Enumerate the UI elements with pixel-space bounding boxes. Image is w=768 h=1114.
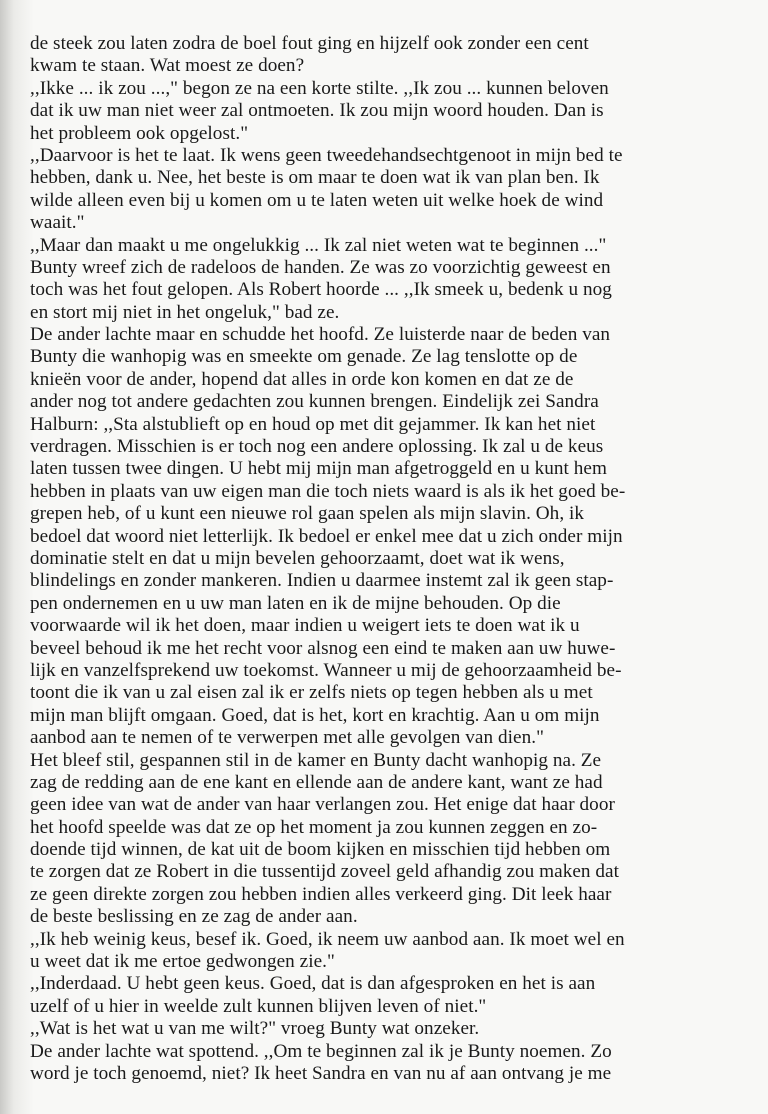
text-line: wilde alleen even bij u komen om u te laten weten uit welke hoek de wind (30, 189, 604, 211)
text-line: het probleem ook opgelost." (30, 122, 249, 144)
text-line: lijk en vanzelfsprekend uw toekomst. Wanneer u mij de gehoorzaamheid be- (30, 659, 622, 681)
text-line: toont die ik van u zal eisen zal ik er zelfs niets op tegen hebben als u met (30, 682, 593, 704)
text-line: te zorgen dat ze Robert in die tussentijd zoveel geld afhandig zou maken dat (30, 861, 619, 883)
text-line: u weet dat ik me ertoe gedwongen zie." (30, 951, 335, 973)
text-line: ,,Inderdaad. U hebt geen keus. Goed, dat is dan afgesproken en het is aan (30, 973, 596, 995)
text-line: dat ik uw man niet weer zal ontmoeten. Ik zou mijn woord houden. Dan is (30, 100, 604, 122)
text-line: knieën voor de ander, hopend dat alles in orde kon komen en dat ze de (30, 368, 574, 390)
text-line: het hoofd speelde was dat ze op het moment ja zou kunnen zeggen en zo- (30, 816, 598, 838)
text-line: pen ondernemen en u uw man laten en ik de mijne behouden. Op die (30, 592, 561, 614)
text-line: uzelf of u hier in weelde zult kunnen blijven leven of niet." (30, 995, 487, 1017)
text-line: blindelings en zonder mankeren. Indien u daarmee instemt zal ik geen stap- (30, 570, 614, 592)
text-line: bedoel dat woord niet letterlijk. Ik bedoel er enkel mee dat u zich onder mijn (30, 525, 623, 547)
text-line: ,,Ikke ... ik zou ...," begon ze na een korte stilte. ,,Ik zou ... kunnen beloven (30, 77, 609, 99)
text-line: doende tijd winnen, de kat uit de boom kijken en misschien tijd hebben om (30, 839, 611, 861)
text-line: word je toch genoemd, niet? Ik heet Sandra en van nu af aan ontvang je me (30, 1062, 612, 1084)
text-line: ,,Maar dan maakt u me ongelukkig ... Ik zal niet weten wat te beginnen ..." (30, 234, 607, 256)
text-line: toch was het fout gelopen. Als Robert hoorde ... ,,Ik smeek u, bedenk u nog (30, 279, 612, 301)
text-line: kwam te staan. Wat moest ze doen? (30, 55, 305, 77)
text-line: dominatie stelt en dat u mijn bevelen gehoorzaamt, doet wat ik wens, (30, 547, 565, 569)
text-line: hebben in plaats van uw eigen man die toch niets waard is als ik het goed be- (30, 480, 626, 502)
text-line: Halburn: ,,Sta alstublieft op en houd op met dit gejammer. Ik kan het niet (30, 413, 596, 435)
text-line: zag de redding aan de ene kant en ellende aan de andere kant, want ze had (30, 771, 603, 793)
text-line: ,,Ik heb weinig keus, besef ik. Goed, ik neem uw aanbod aan. Ik moet wel en (30, 928, 625, 950)
text-line: en stort mij niet in het ongeluk," bad ze. (30, 301, 340, 323)
text-line: De ander lachte maar en schudde het hoofd. Ze luisterde naar de beden van (30, 324, 611, 346)
text-line: ze geen direkte zorgen zou hebben indien alles verkeerd ging. Dit leek haar (30, 883, 612, 905)
body-text (30, 33, 752, 1085)
text-line: waait." (30, 212, 85, 234)
text-line: geen idee van wat de ander van haar verlangen zou. Het enige dat haar door (30, 794, 615, 816)
text-line: de beste beslissing en ze zag de ander aan. (30, 906, 358, 928)
text-line: Bunty die wanhopig was en smeekte om genade. Ze lag tenslotte op de (30, 346, 578, 368)
text-line: de steek zou laten zodra de boel fout ging en hijzelf ook zonder een cent (30, 33, 589, 54)
text-line: Bunty wreef zich de radeloos de handen. Ze was zo voorzichtig geweest en (30, 256, 611, 278)
text-line: laten tussen twee dingen. U hebt mij mijn man afgetroggeld en u kunt hem (30, 458, 607, 480)
text-line: voorwaarde wil ik het doen, maar indien u weigert iets te doen wat ik u (30, 615, 580, 637)
text-line: ,,Wat is het wat u van me wilt?" vroeg Bunty wat onzeker. (30, 1018, 480, 1040)
text-line: beveel behoud ik me het recht voor alsnog een eind te maken aan uw huwe- (30, 637, 616, 659)
text-line: aanbod aan te nemen of te verwerpen met alle gevolgen van dien." (30, 727, 544, 749)
text-line: mijn man blijft omgaan. Goed, dat is het, kort en krachtig. Aan u om mijn (30, 704, 600, 726)
text-line: De ander lachte wat spottend. ,,Om te beginnen zal ik je Bunty noemen. Zo (30, 1040, 612, 1062)
text-line: grepen heb, of u kunt een nieuwe rol gaan spelen als mijn slavin. Oh, ik (30, 503, 585, 525)
text-line: ander nog tot andere gedachten zou kunnen brengen. Eindelijk zei Sandra (30, 391, 599, 413)
text-line: verdragen. Misschien is er toch nog een andere oplossing. Ik zal u de keus (30, 436, 604, 458)
text-line: hebben, dank u. Nee, het beste is om maar te doen wat ik van plan ben. Ik (30, 167, 600, 189)
text-line: ,,Daarvoor is het te laat. Ik wens geen tweedehandsechtgenoot in mijn bed te (30, 144, 623, 166)
text-line: Het bleef stil, gespannen stil in de kamer en Bunty dacht wanhopig na. Ze (30, 749, 602, 771)
